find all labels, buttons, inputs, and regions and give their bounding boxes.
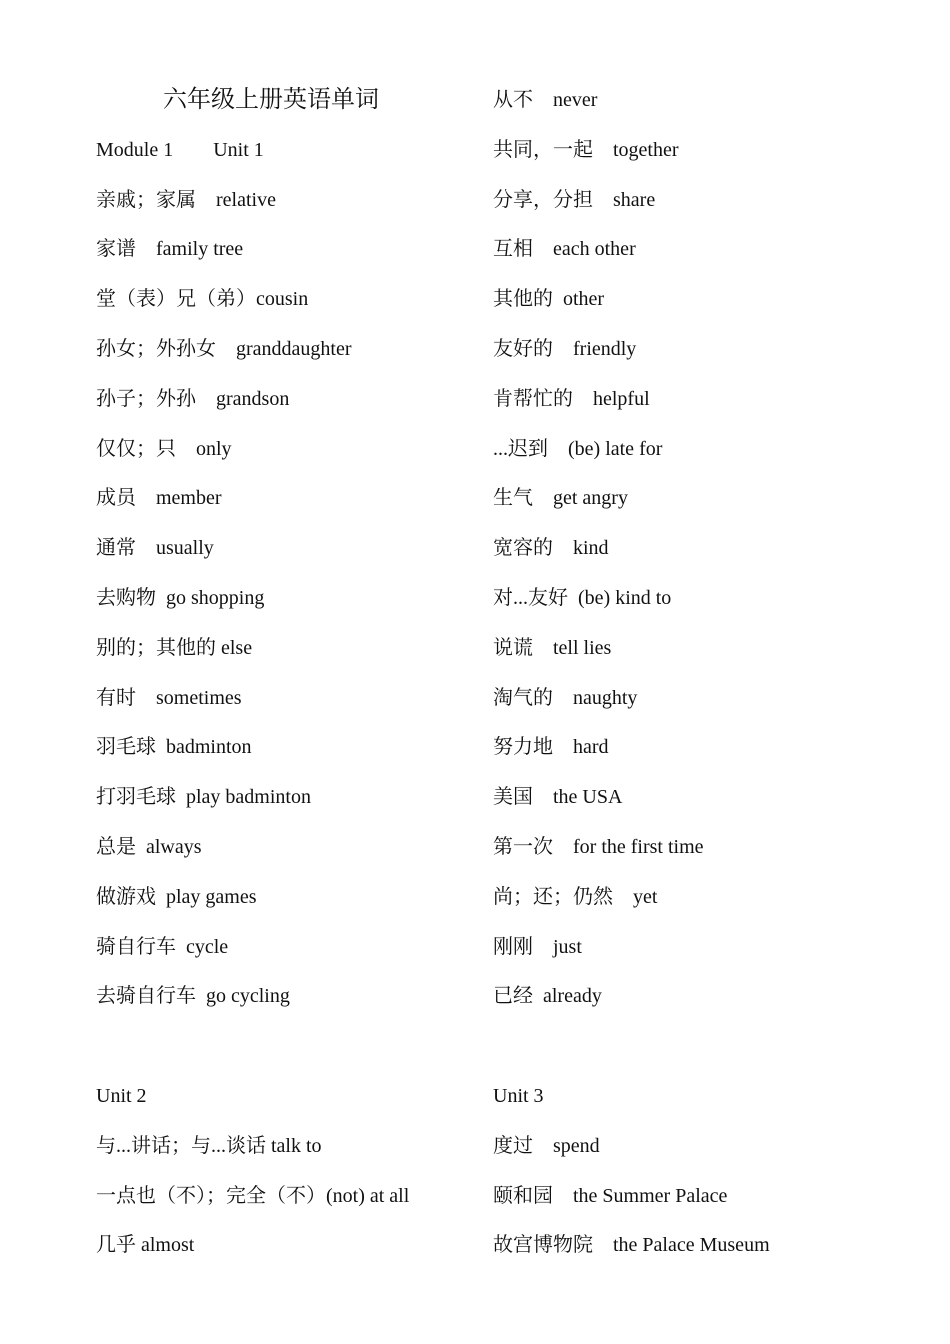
vocab-entry: 与...讲话；与...谈话 talk to [96, 1134, 322, 1157]
module-heading: Module 1 Unit 1 [96, 138, 264, 161]
vocab-entry: 成员 member [96, 487, 222, 510]
vocab-entry: 去购物 go shopping [96, 586, 265, 609]
vocab-entry: 第一次 for the first time [493, 835, 704, 858]
vocab-entry: 淘气的 naughty [493, 686, 638, 709]
vocab-entry: ...迟到 (be) late for [493, 437, 663, 460]
unit2-heading: Unit 2 [96, 1084, 147, 1107]
section-gap [96, 1022, 496, 1072]
vocab-entry: 努力地 hard [493, 736, 609, 759]
vocab-entry: 别的；其他的 else [96, 636, 253, 659]
vocab-entry: 生气 get angry [493, 487, 628, 510]
vocab-entry: 做游戏 play games [96, 885, 257, 908]
vocab-entry: 孙子；外孙 grandson [96, 387, 290, 410]
vocab-entry: 几乎 almost [96, 1234, 195, 1257]
vocab-entry: 仅仅；只 only [96, 437, 232, 460]
page-title: 六年级上册英语单词 [163, 87, 379, 113]
vocab-entry: 总是 always [96, 835, 202, 858]
vocab-entry: 对...友好 (be) kind to [493, 586, 672, 609]
section-gap [493, 1022, 913, 1072]
vocab-entry: 宽容的 kind [493, 537, 609, 560]
vocab-entry: 美国 the USA [493, 786, 623, 809]
vocab-entry: 故宫博物院 the Palace Museum [493, 1234, 770, 1257]
vocab-entry: 互相 each other [493, 238, 636, 261]
vocab-entry: 颐和园 the Summer Palace [493, 1184, 728, 1207]
vocab-entry: 从不 never [493, 89, 598, 111]
vocab-entry: 家谱 family tree [96, 238, 244, 261]
vocab-entry: 刚刚 just [493, 935, 582, 958]
left-column [96, 76, 496, 1271]
vocab-entry: 分享，分担 share [493, 188, 656, 211]
vocab-entry: 已经 already [493, 985, 602, 1008]
vocab-entry: 堂（表）兄（弟）cousin [96, 288, 309, 311]
vocab-entry: 有时 sometimes [96, 686, 242, 709]
unit3-heading: Unit 3 [493, 1084, 544, 1107]
vocab-entry: 度过 spend [493, 1134, 600, 1157]
vocab-entry: 打羽毛球 play badminton [96, 786, 311, 809]
vocab-entry: 尚；还；仍然 yet [493, 885, 658, 908]
vocab-entry: 一点也（不）；完全（不）(not) at all [96, 1184, 410, 1207]
vocab-entry: 孙女；外孙女 granddaughter [96, 337, 352, 360]
vocab-entry: 羽毛球 badminton [96, 736, 252, 759]
vocab-entry: 骑自行车 cycle [96, 935, 229, 958]
right-column [493, 76, 913, 1271]
vocab-entry: 亲戚；家属 relative [96, 188, 276, 211]
vocab-entry: 说谎 tell lies [493, 636, 612, 659]
vocab-entry: 通常 usually [96, 537, 214, 560]
vocab-entry: 肯帮忙的 helpful [493, 387, 650, 410]
vocab-entry: 共同，一起 together [493, 138, 679, 161]
vocab-entry: 去骑自行车 go cycling [96, 985, 290, 1008]
vocab-entry: 友好的 friendly [493, 337, 637, 360]
vocab-entry: 其他的 other [493, 288, 605, 311]
